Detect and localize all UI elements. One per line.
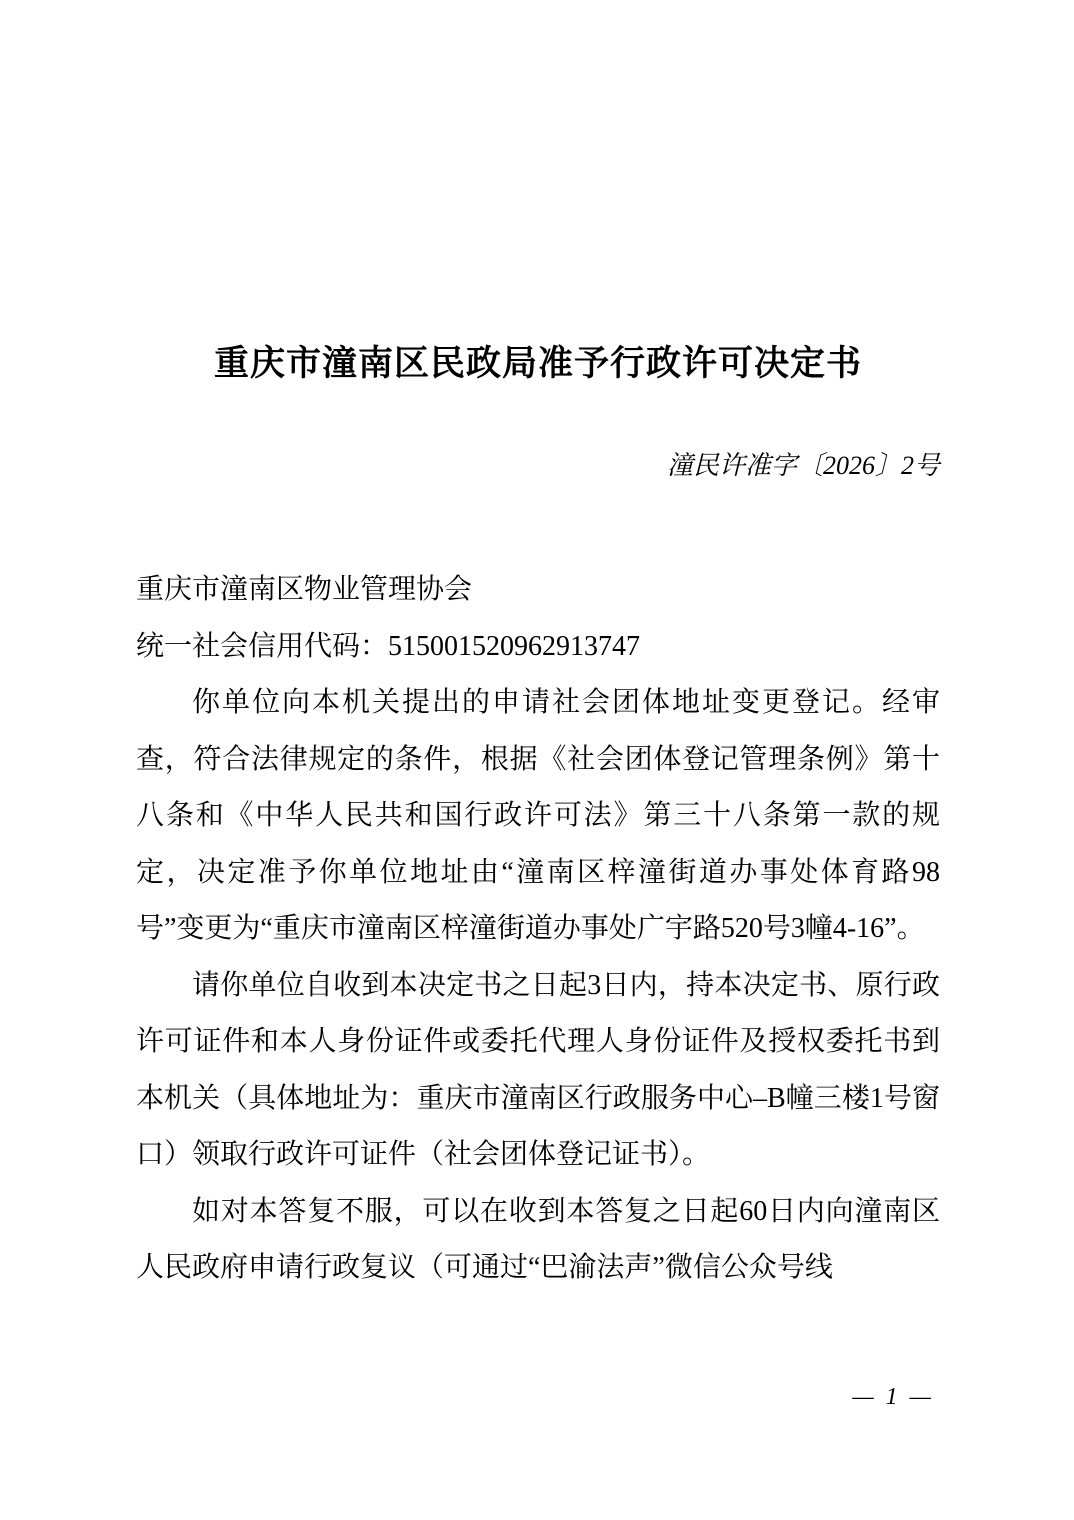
document-body [136,562,940,1297]
addressee-line: 重庆市潼南区物业管理协会 [136,574,473,605]
document-title: 重庆市潼南区民政局准予行政许可决定书 [213,344,862,384]
body-paragraph-appeal-notice: 如对本答复不服，可以在收到本答复之日起60日内向潼南区人民政府申请行政复议（可通过“巴渝法声”微信公众号线 [136,1195,940,1283]
body-paragraph-decision: 你单位向本机关提出的申请社会团体地址变更登记。经审查，符合法律规定的条件，根据《社会团体登记管理条例》第十八条和《中华人民共和国行政许可法》第三十八条第一款的规定，决定准予你单位地址由“潼南区梓潼街道办事处体育路98号”变更为“重庆市潼南区梓潼街道办事处广宇路520号3幢4-16”。 [136,687,940,944]
document-number: 潼民许准字〔2026〕2号 [666,451,940,480]
page-number: — 1 — [852,1384,934,1410]
credit-code-line: 统一社会信用代码：515001520962913747 [136,630,641,662]
body-paragraph-collection-notice: 请你单位自收到本决定书之日起3日内，持本决定书、原行政许可证件和本人身份证件或委托代理人身份证件及授权委托书到本机关（具体地址为：重庆市潼南区行政服务中心–B幢三楼1号窗口）领取行政许可证件（社会团体登记证书）。 [136,969,940,1170]
